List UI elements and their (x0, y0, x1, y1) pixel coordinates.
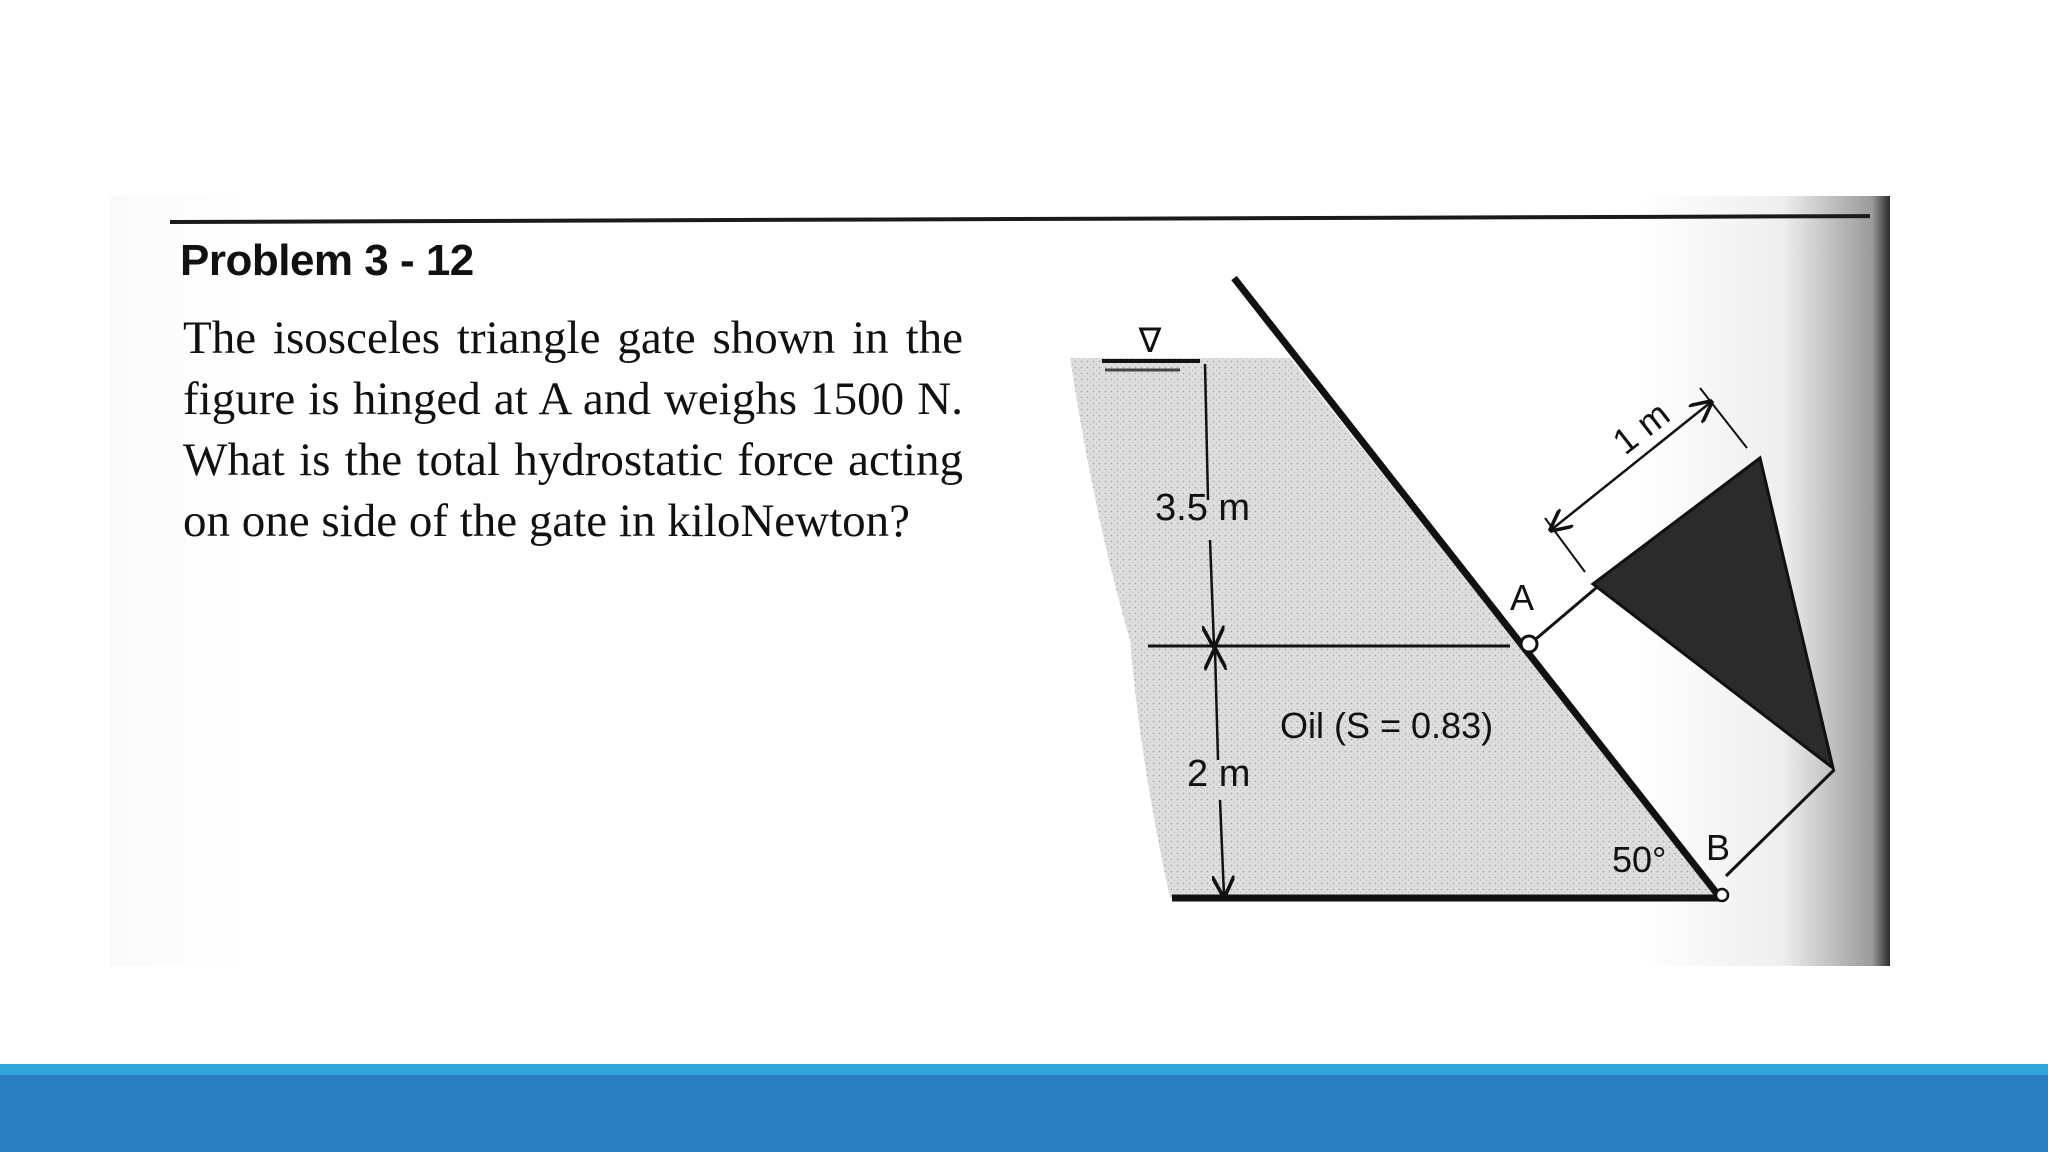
angle-label: 50° (1612, 839, 1667, 880)
depth-upper-label: 3.5 m (1155, 487, 1251, 529)
point-b-marker (1716, 889, 1728, 901)
footer-accent-stripe (0, 1064, 2048, 1075)
gate-length-extension (1545, 518, 1585, 572)
point-b-label: B (1706, 827, 1731, 868)
problem-statement: The isosceles triangle gate shown in the figure is hinged at A and weighs 1500 N. What is the total hydrostatic force acting on one side of the gate in kiloNewton? (183, 312, 963, 547)
hinge-a (1521, 636, 1537, 652)
problem-title: Problem 3 - 12 (180, 236, 474, 285)
gate-length-label: 1 m (1604, 393, 1678, 463)
gate-length-extension (1700, 388, 1747, 448)
gate-arm-upper (1530, 588, 1596, 644)
depth-lower-label: 2 m (1187, 753, 1251, 795)
fluid-label: Oil (S = 0.83) (1280, 705, 1494, 746)
point-a-label: A (1510, 577, 1535, 618)
footer-bar (0, 1075, 2048, 1152)
triangle-gate (1593, 458, 1833, 768)
gate-arm-lower (1726, 770, 1834, 876)
free-surface-icon: ∇ (1138, 322, 1162, 360)
